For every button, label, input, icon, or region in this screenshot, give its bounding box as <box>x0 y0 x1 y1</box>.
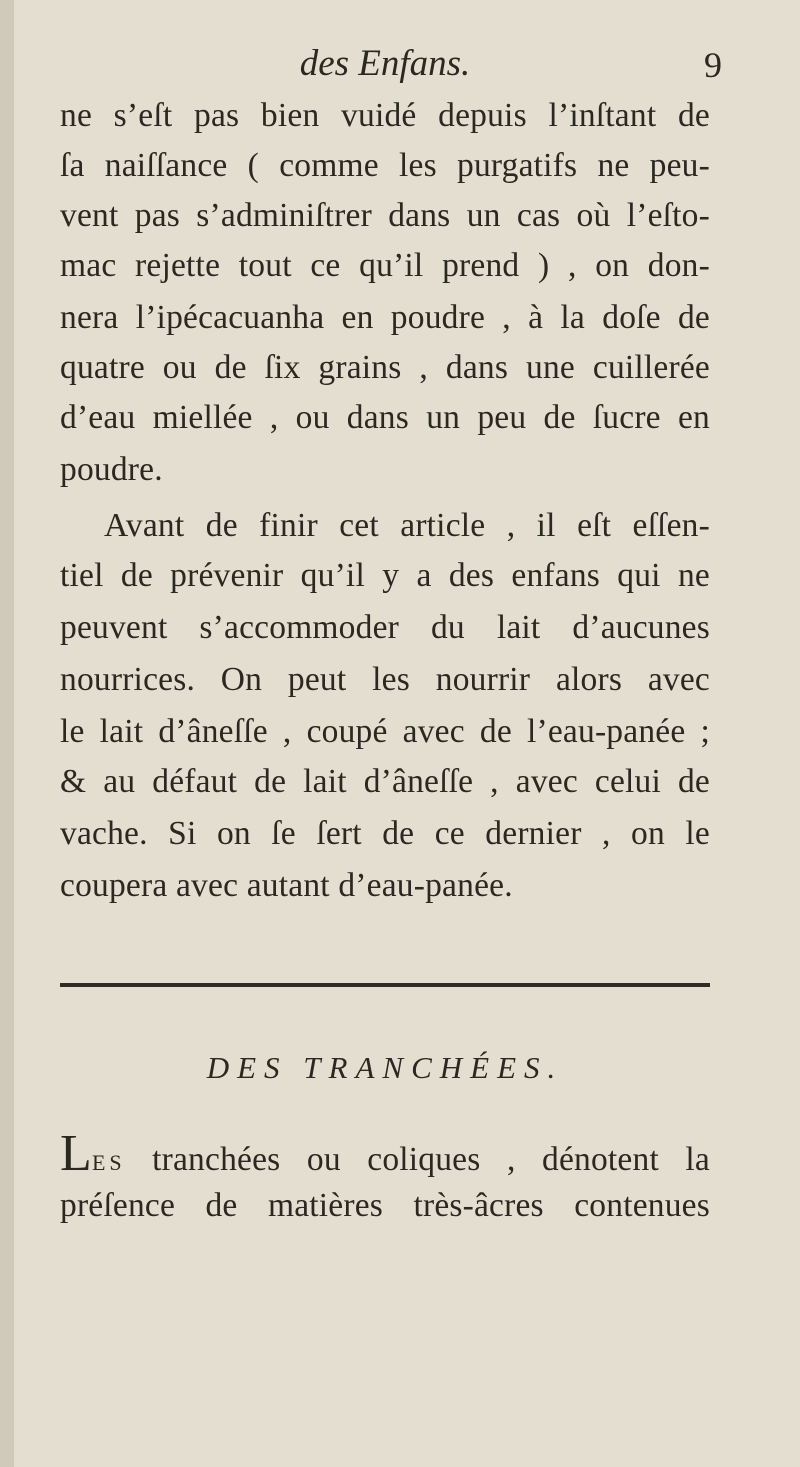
text-line: & au défaut de lait d’âneſſe , avec celui de <box>60 763 710 800</box>
text-line: poudre. <box>60 451 163 488</box>
text-line: quatre ou de ſix grains , dans une cuillerée <box>60 349 710 386</box>
text-line: d’eau miellée , ou dans un peu de ſucre en <box>60 399 710 436</box>
section-first-line <box>60 1125 710 1184</box>
page-number: 9 <box>704 45 722 85</box>
paragraph-first-line: Avant de finir cet article , il eſt eſſen- <box>104 507 710 544</box>
text-line: ne s’eſt pas bien vuidé depuis l’inſtant de <box>60 97 710 134</box>
page-header <box>60 40 722 90</box>
text-line: nera l’ipécacuanha en poudre , à la doſe de <box>60 299 710 336</box>
text-line: vache. Si on ſe ſert de ce dernier , on le <box>60 815 710 852</box>
first-line-text: tranchées ou coliques , dénotent la <box>125 1141 710 1178</box>
section-divider <box>60 983 710 987</box>
small-caps-text: ES <box>91 1150 126 1175</box>
text-line: peuvent s’accommoder du lait d’aucunes <box>60 609 710 646</box>
page-gutter <box>0 0 14 1467</box>
text-line: nourrices. On peut les nourrir alors avec <box>60 661 710 698</box>
text-line: le lait d’âneſſe , coupé avec de l’eau-panée ; <box>60 713 710 750</box>
running-title: des Enfans. <box>299 43 471 84</box>
text-line: vent pas s’adminiſtrer dans un cas où l’eſto- <box>60 197 710 234</box>
text-line: coupera avec autant d’eau-panée. <box>60 867 513 904</box>
text-line: tiel de prévenir qu’il y a des enfans qui ne <box>60 557 710 594</box>
text-line: préſence de matières très-âcres contenues <box>60 1187 710 1224</box>
section-heading: DES TRANCHÉES. <box>206 1050 564 1085</box>
drop-cap: L <box>60 1125 92 1182</box>
text-line: ſa naiſſance ( comme les purgatifs ne peu- <box>60 147 710 184</box>
text-line: mac rejette tout ce qu’il prend ) , on don- <box>60 247 710 284</box>
